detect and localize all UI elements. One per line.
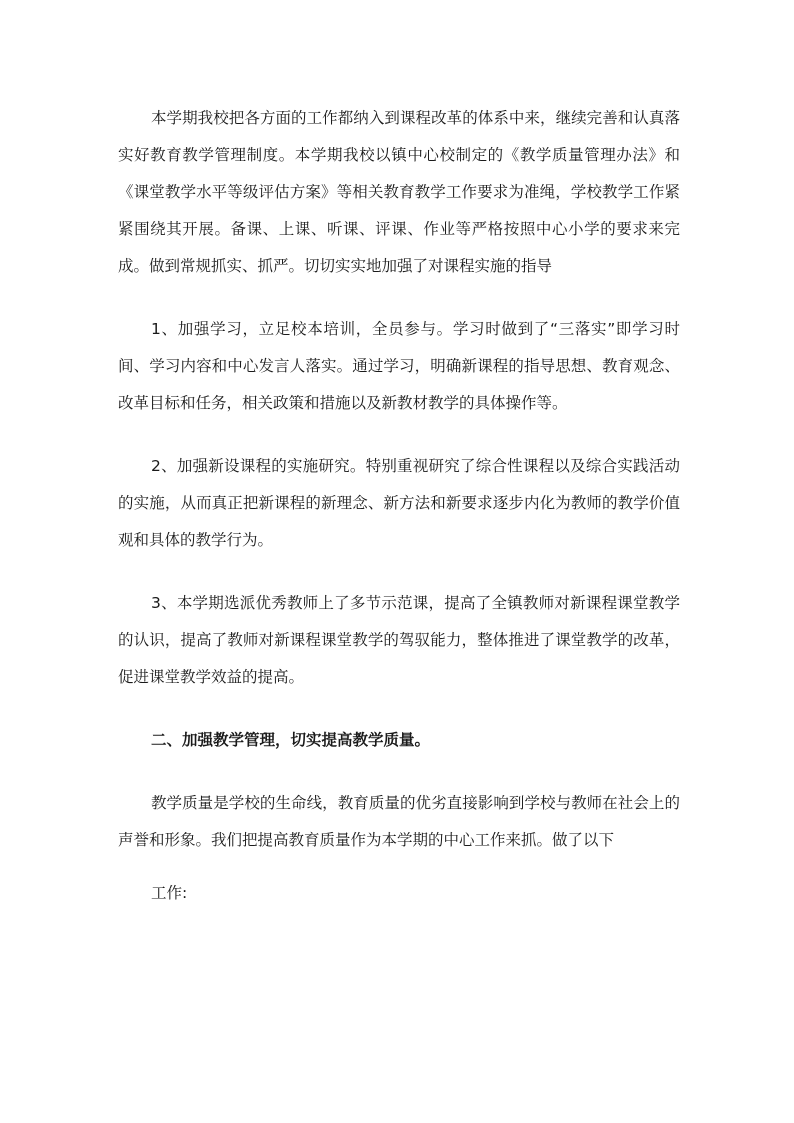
section-heading: 二、加强教学管理，切实提高教学质量。 <box>151 731 431 749</box>
paragraph-item-2: 2、加强新设课程的实施研究。特别重视研究了综合性课程以及综合实践活动的实施，从而真正把新课程的新理念、新方法和新要求逐步内化为教师的教学价值观和具体的教学行为。 <box>118 457 680 549</box>
paragraph-section-body: 教学质量是学校的生命线，教育质量的优劣直接影响到学校与教师在社会上的声誉和形象。我们把提高教育质量作为本学期的中心工作来抓。做了以下 <box>118 794 680 849</box>
paragraph-tail: 工作: <box>151 884 188 902</box>
paragraph-item-3: 3、本学期选派优秀教师上了多节示范课，提高了全镇教师对新课程课堂教学的认识，提高了教师对新课程课堂教学的驾驭能力，整体推进了课堂教学的改革，促进课堂教学效益的提高。 <box>118 594 680 686</box>
paragraph-intro: 本学期我校把各方面的工作都纳入到课程改革的体系中来，继续完善和认真落实好教育教学管理制度。本学期我校以镇中心校制定的《教学质量管理办法》和《课堂教学水平等级评估方案》等相关教育教学工作要求为准绳，学校教学工作紧紧围绕其开展。备课、上课、听课、评课、作业等严格按照中心小学的要求来完成。做到常规抓实、抓严。切切实实地加强了对课程实施的指导 <box>118 109 680 275</box>
document-page <box>118 100 680 938</box>
paragraph-item-1: 1、加强学习，立足校本培训，全员参与。学习时做到了“三落实”即学习时间、学习内容和中心发言人落实。通过学习，明确新课程的指导思想、教育观念、改革目标和任务，相关政策和措施以及新教材教学的具体操作等。 <box>118 320 680 412</box>
